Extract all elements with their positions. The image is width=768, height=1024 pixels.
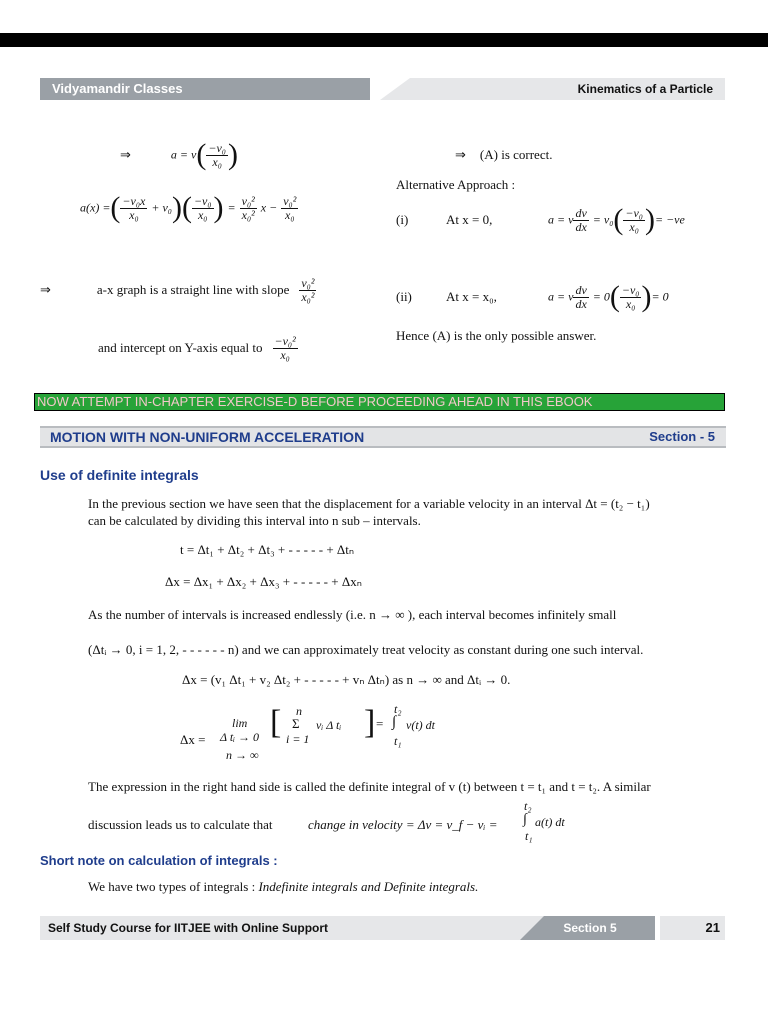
top-black-bar	[0, 33, 768, 47]
exercise-notice-banner[interactable]: NOW ATTEMPT IN-CHAPTER EXERCISE-D BEFORE PROCEEDING AHEAD IN THIS EBOOK	[34, 393, 725, 411]
para-change-in-velocity: discussion leads us to calculate that change in velocity = Δv = v_f − vᵢ = t₂ ∫ t₁ a(t) dt	[88, 799, 565, 843]
eq-acceleration: ⇒ a = v( $\frac{\text{−v₀}}{\text{x₀}}$ )	[120, 138, 238, 171]
header-publisher: Vidyamandir Classes	[40, 78, 370, 100]
footer-section-label: Section 5	[563, 921, 617, 935]
footer-page-number: 21	[705, 920, 720, 935]
para-intro: In the previous section we have seen that the displacement for a variable velocity in an interval Δt = (t₂ − t₁) can be calculated by dividing this interval into n sub – intervals.	[88, 496, 650, 528]
eq-limit-integral: Δx = lim Δ tᵢ → 0 n → ∞ [ n Σ i = 1 vᵢ Δ tᵢ ] = t₂ ∫ t₁ v(t) dt	[180, 702, 435, 762]
alt-item-2: (ii) At x = x₀, a = v $\frac{dv}{dx}$ = 0( $\frac{\text{−v₀}}{\text{x₀}}$ )= 0	[396, 280, 669, 313]
eq-displacement-intervals: Δx = Δx₁ + Δx₂ + Δx₃ + - - - - - + Δxₙ	[165, 574, 362, 589]
para-definite-integral: The expression in the right hand side is called the definite integral of v (t) between t = t₁ and t = t₂. A similar	[88, 779, 651, 794]
section-title: MOTION WITH NON-UNIFORM ACCELERATION	[50, 429, 365, 445]
correct-answer-line: ⇒ (A) is correct.	[455, 147, 553, 163]
para-infinite-intervals: As the number of intervals is increased endlessly (i.e. n → ∞ ), each interval becomes infinitely small	[88, 607, 617, 622]
short-note-text: We have two types of integrals : Indefinite integrals and Definite integrals.	[88, 879, 479, 894]
eq-time-intervals: t = Δt₁ + Δt₂ + Δt₃ + - - - - - + Δtₙ	[180, 542, 355, 557]
eq-acceleration-x: a(x) =( $\frac{\text{−v₀x}}{\text{x₀}}$ + v₀)( $\frac{\text{−v₀}}{\text{x₀}}$ ) = $\frac{\text{v₀²}}{\text{x₀²}}$ x − $\frac{\text{v₀²}}{\text{x₀}}$	[80, 191, 297, 224]
definite-integrals-heading: Use of definite integrals	[40, 467, 199, 483]
short-note-heading: Short note on calculation of integrals :	[40, 853, 278, 868]
alternative-approach-heading: Alternative Approach :	[396, 177, 516, 192]
slope-statement: ⇒ a-x graph is a straight line with slope $\frac{\text{v₀²}}{\text{x₀²}}$	[40, 276, 315, 304]
intercept-statement: and intercept on Y-axis equal to $\frac{\text{−v₀²}}{\text{x₀}}$	[98, 334, 296, 362]
para-constant-velocity: (Δtᵢ → 0, i = 1, 2, - - - - - - n) and we can approximately treat velocity as constant during one such interval.	[88, 642, 644, 657]
header-chapter-title: Kinematics of a Particle	[577, 82, 713, 96]
eq-sum-displacement: Δx = (v₁ Δt₁ + v₂ Δt₂ + - - - - - + vₙ Δtₙ) as n → ∞ and Δtᵢ → 0.	[182, 672, 511, 687]
alt-item-1: (i) At x = 0, a = v $\frac{dv}{dx}$ = v₀( $\frac{\text{−v₀}}{\text{x₀}}$ )= −ve	[396, 203, 685, 236]
section-number: Section - 5	[649, 429, 715, 444]
footer-course-title: Self Study Course for IITJEE with Online Support	[40, 916, 544, 940]
conclusion-line: Hence (A) is the only possible answer.	[396, 328, 597, 343]
